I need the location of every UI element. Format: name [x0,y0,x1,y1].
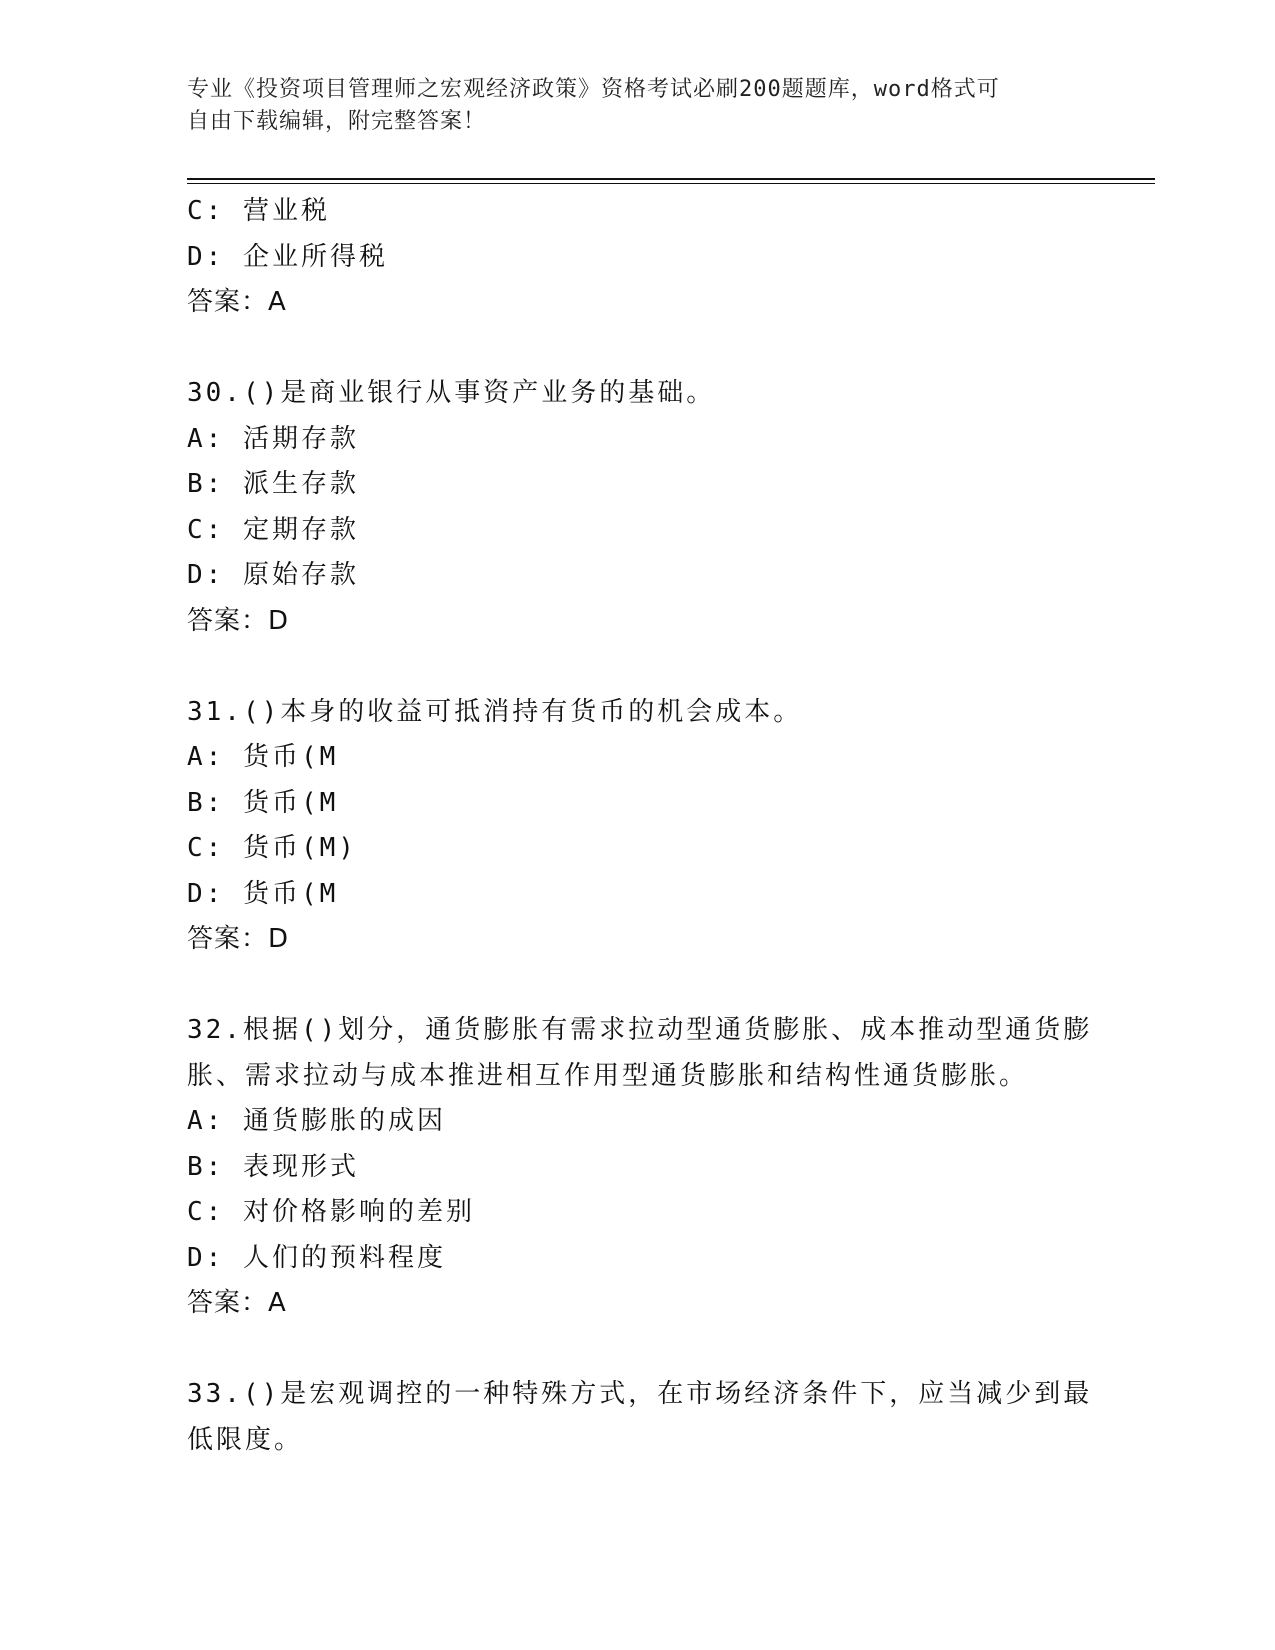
document-header [187,74,1067,138]
header-line-2: 自由下载编辑，附完整答案！ [187,109,487,134]
question-stem: 31.()本身的收益可抵消持有货币的机会成本。 [187,696,803,727]
question-stem-line-1: 32.根据()划分，通货膨胀有需求拉动型通货膨胀、成本推动型通货膨 [187,1015,1093,1045]
option-c: C: 货币(M) [187,833,357,863]
option-c: C: 营业税 [187,196,330,226]
spacer [187,326,1087,372]
option-a: A: 通货膨胀的成因 [187,1106,446,1136]
option-b: B: 表现形式 [187,1151,359,1182]
question-stem: 30.()是商业银行从事资产业务的基础。 [187,378,716,408]
question-fragment [187,189,1087,326]
header-rule-thick [187,178,1155,180]
answer-line: 答案：D [187,924,290,954]
option-a: A: 活期存款 [187,423,359,454]
spacer [187,1327,1087,1373]
question-stem-line-1: 33.()是宏观调控的一种特殊方式，在市场经济条件下，应当减少到最 [187,1379,1093,1409]
answer-line: 答案：A [187,1288,287,1318]
option-c: C: 定期存款 [187,514,359,545]
question-33 [187,1372,1093,1463]
question-32 [187,1008,1093,1327]
question-31 [187,690,1087,963]
answer-line: 答案：A [187,287,287,317]
question-stem-line-2: 胀、需求拉动与成本推进相互作用型通货膨胀和结构性通货膨胀。 [187,1060,1029,1091]
option-d: D: 企业所得税 [187,241,388,272]
answer-line: 答案：D [187,605,290,636]
question-30 [187,371,1087,644]
option-b: B: 派生存款 [187,469,359,499]
option-d: D: 人们的预料程度 [187,1242,446,1273]
question-stem-line-2: 低限度。 [187,1424,304,1455]
header-line-1: 专业《投资项目管理师之宏观经济政策》资格考试必刷200题题库，word格式可 [187,77,1000,102]
option-d: D: 货币(M [187,878,339,909]
option-b: B: 货币(M [187,787,339,818]
spacer [187,644,1087,690]
question-list [187,189,1093,1463]
spacer [187,963,1087,1009]
option-a: A: 货币(M [187,742,339,772]
header-rule-thin [187,183,1155,184]
option-d: D: 原始存款 [187,560,359,590]
option-c: C: 对价格影响的差别 [187,1197,475,1227]
